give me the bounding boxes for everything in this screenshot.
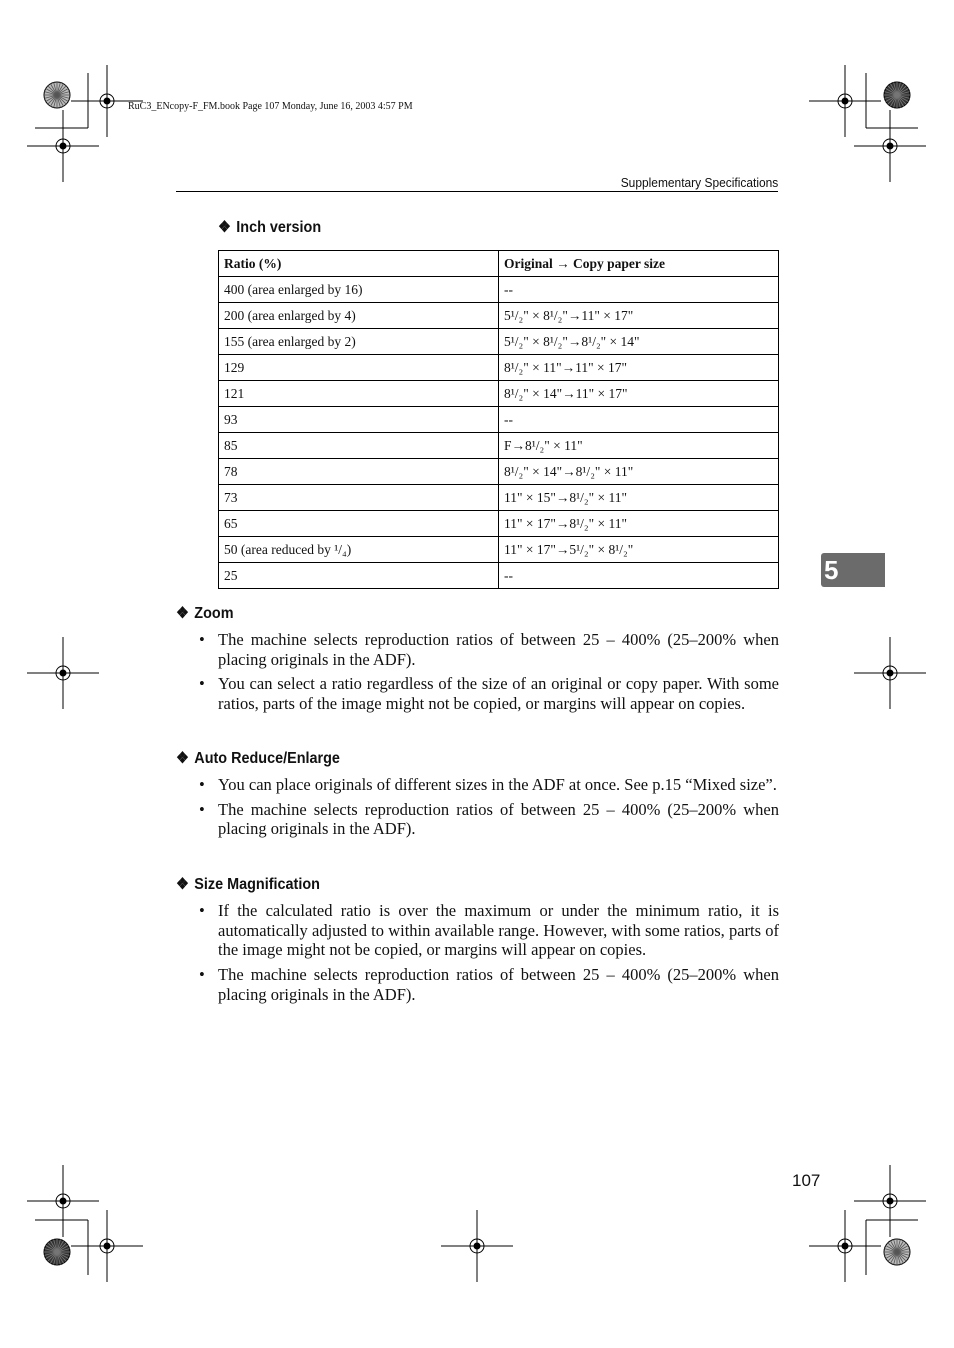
cell-size: 11" × 15"→8¹/₂" × 11" [499, 485, 779, 511]
table-row [219, 407, 779, 433]
table-row [219, 511, 779, 537]
table-row [219, 381, 779, 407]
list-item: • The machine selects reproduction ratios of between 25 – 400% (25–200% when placing originals in the ADF). [199, 630, 779, 669]
cell-ratio: 400 (area enlarged by 16) [219, 277, 499, 303]
column-header-size: Original → Copy paper size [499, 251, 779, 277]
cell-size: 8¹/₂" × 14"→8¹/₂" × 11" [499, 459, 779, 485]
cell-size: 8¹/₂" × 14"→11" × 17" [499, 381, 779, 407]
diamond-bullet-icon: ❖ [176, 605, 189, 622]
table-row [219, 433, 779, 459]
cell-size: -- [499, 407, 779, 433]
table-row [219, 329, 779, 355]
size-magnification-bullet-list [196, 901, 779, 1010]
cell-ratio: 85 [219, 433, 499, 459]
section-title-zoom: ❖ Zoom [176, 605, 234, 622]
table-row [219, 303, 779, 329]
cell-ratio: 200 (area enlarged by 4) [219, 303, 499, 329]
registration-mark-icon [854, 637, 926, 709]
cell-size: 11" × 17"→5¹/₂" × 8¹/₂" [499, 537, 779, 563]
registration-mark-icon [809, 65, 881, 137]
cell-ratio: 78 [219, 459, 499, 485]
cell-size: F→8¹/₂" × 11" [499, 433, 779, 459]
table-row [219, 563, 779, 589]
registration-mark-icon [854, 1165, 926, 1237]
cell-size: 11" × 17"→8¹/₂" × 11" [499, 511, 779, 537]
page-number: 107 [792, 1171, 821, 1190]
table-row [219, 537, 779, 563]
color-wheel-icon [44, 82, 70, 108]
table-row [219, 485, 779, 511]
cell-ratio: 129 [219, 355, 499, 381]
table-row [219, 459, 779, 485]
ratio-table [218, 250, 779, 589]
registration-mark-icon [854, 110, 926, 182]
list-item: • You can place originals of different sizes in the ADF at once. See p.15 “Mixed size”. [199, 775, 777, 794]
registration-mark-icon [809, 1210, 881, 1282]
diamond-bullet-icon: ❖ [218, 219, 231, 236]
column-header-ratio: Ratio (%) [219, 251, 499, 277]
color-wheel-icon [884, 1239, 910, 1265]
cell-ratio: 25 [219, 563, 499, 589]
file-info: RuC3_ENcopy-F_FM.book Page 107 Monday, June 16, 2003 4:57 PM [128, 101, 413, 112]
auto-reduce-bullet-list [196, 775, 779, 844]
cell-ratio: 65 [219, 511, 499, 537]
cell-ratio: 155 (area enlarged by 2) [219, 329, 499, 355]
running-header: Supplementary Specifications [620, 175, 778, 190]
table-header-row [219, 251, 779, 277]
section-title-inch-version: ❖ Inch version [218, 219, 322, 236]
color-wheel-icon [44, 1239, 70, 1265]
section-title-size-magnification: ❖ Size Magnification [176, 876, 320, 893]
cell-ratio: 50 (area reduced by ¹/₄) [219, 537, 499, 563]
cell-ratio: 73 [219, 485, 499, 511]
table-row [219, 355, 779, 381]
cell-size: 8¹/₂" × 11"→11" × 17" [499, 355, 779, 381]
registration-mark-icon [441, 1210, 513, 1282]
diamond-bullet-icon: ❖ [176, 750, 189, 767]
diamond-bullet-icon: ❖ [176, 876, 189, 893]
cell-size: -- [499, 563, 779, 589]
color-wheel-icon [884, 82, 910, 108]
list-item: • You can select a ratio regardless of the size of an original or copy paper. With some ratios, parts of the image might not be copied, or margins will appear on copies. [199, 674, 779, 714]
table-row [219, 277, 779, 303]
registration-mark-icon [27, 637, 99, 709]
list-item: • If the calculated ratio is over the maximum or under the minimum ratio, it is automatically adjusted to within available range. However, with some ratios, parts of the image might not be copied, or margins will appear on copies. [199, 901, 779, 960]
section-title-auto-reduce-enlarge: ❖ Auto Reduce/Enlarge [176, 750, 340, 767]
zoom-bullet-list [196, 630, 779, 719]
cell-ratio: 121 [219, 381, 499, 407]
cell-size: 5¹/₂" × 8¹/₂"→8¹/₂" × 14" [499, 329, 779, 355]
registration-mark-icon [71, 1210, 143, 1282]
chapter-tab: 5 [821, 553, 885, 587]
cell-size: 5¹/₂" × 8¹/₂"→11" × 17" [499, 303, 779, 329]
cell-ratio: 93 [219, 407, 499, 433]
cell-size: -- [499, 277, 779, 303]
header-rule [176, 191, 778, 192]
list-item: • The machine selects reproduction ratios of between 25 – 400% (25–200% when placing originals in the ADF). [199, 799, 779, 839]
list-item: • The machine selects reproduction ratios of between 25 – 400% (25–200% when placing originals in the ADF). [199, 965, 779, 1004]
